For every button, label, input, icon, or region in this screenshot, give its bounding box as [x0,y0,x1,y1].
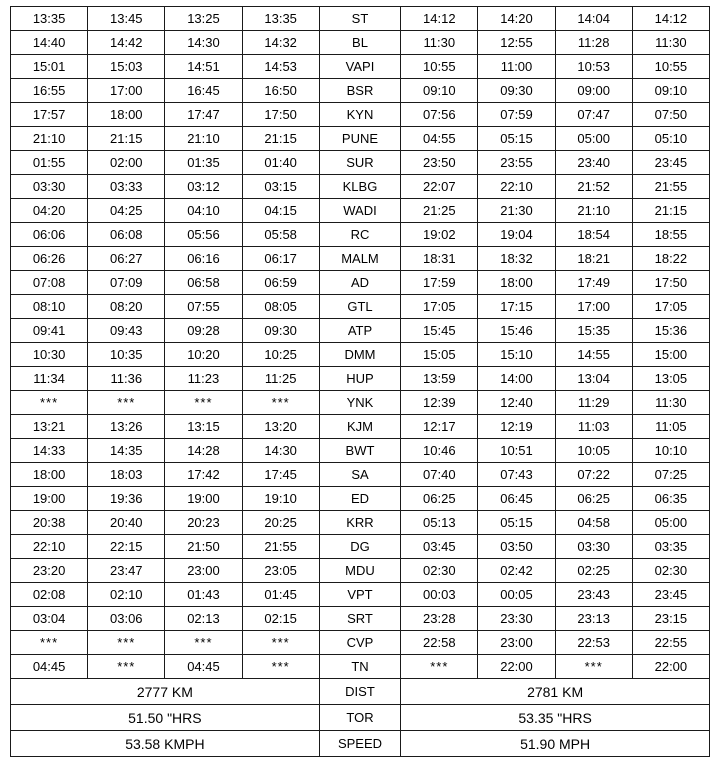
summary-label-speed: SPEED [319,731,400,757]
cell-right-time: 02:30 [401,559,478,583]
cell-left-time: 09:43 [88,319,165,343]
cell-left-time: 16:50 [242,79,319,103]
summary-right-distance: 2781 KM [401,679,710,705]
table-row [11,487,710,511]
cell-right-time: 21:55 [632,175,709,199]
cell-right-time: 12:55 [478,31,555,55]
cell-right-time: 22:58 [401,631,478,655]
cell-left-time: *** [88,391,165,415]
cell-station-code: DMM [319,343,400,367]
cell-right-time: 11:30 [632,31,709,55]
cell-right-time: 07:56 [401,103,478,127]
train-timetable [10,6,710,757]
cell-left-time: 11:25 [242,367,319,391]
cell-right-time: 11:28 [555,31,632,55]
cell-left-time: 21:55 [242,535,319,559]
summary-row-speed [11,731,710,757]
cell-right-time: 18:54 [555,223,632,247]
cell-left-time: 21:15 [88,127,165,151]
cell-right-time: 17:15 [478,295,555,319]
cell-right-time: 00:05 [478,583,555,607]
cell-right-time: 22:00 [632,655,709,679]
cell-right-time: 18:32 [478,247,555,271]
table-row [11,607,710,631]
cell-station-code: MDU [319,559,400,583]
cell-left-time: 06:16 [165,247,242,271]
cell-right-time: 06:25 [555,487,632,511]
cell-right-time: 02:42 [478,559,555,583]
cell-right-time: 23:13 [555,607,632,631]
cell-left-time: 23:00 [165,559,242,583]
cell-station-code: GTL [319,295,400,319]
summary-left-speed: 53.58 KMPH [11,731,320,757]
cell-left-time: 18:00 [11,463,88,487]
cell-left-time: 10:35 [88,343,165,367]
cell-left-time: 03:12 [165,175,242,199]
cell-left-time: 04:15 [242,199,319,223]
cell-right-time: 05:15 [478,511,555,535]
cell-left-time: 10:30 [11,343,88,367]
cell-right-time: 10:51 [478,439,555,463]
cell-right-time: 13:04 [555,367,632,391]
cell-right-time: 19:02 [401,223,478,247]
cell-right-time: 15:10 [478,343,555,367]
table-row [11,223,710,247]
cell-right-time: 13:59 [401,367,478,391]
cell-right-time: *** [555,655,632,679]
cell-left-time: 21:15 [242,127,319,151]
cell-right-time: 14:04 [555,7,632,31]
cell-station-code: KLBG [319,175,400,199]
cell-right-time: 11:03 [555,415,632,439]
table-row [11,103,710,127]
cell-station-code: VPT [319,583,400,607]
cell-right-time: 18:55 [632,223,709,247]
cell-left-time: 05:58 [242,223,319,247]
cell-left-time: 19:00 [11,487,88,511]
cell-right-time: 10:55 [401,55,478,79]
table-row [11,31,710,55]
cell-right-time: 17:05 [632,295,709,319]
cell-left-time: 19:10 [242,487,319,511]
cell-right-time: 23:15 [632,607,709,631]
cell-station-code: BL [319,31,400,55]
cell-left-time: 13:20 [242,415,319,439]
cell-left-time: 20:25 [242,511,319,535]
cell-left-time: *** [242,655,319,679]
cell-right-time: 15:00 [632,343,709,367]
cell-left-time: 17:42 [165,463,242,487]
summary-row-distance [11,679,710,705]
cell-right-time: 09:00 [555,79,632,103]
cell-right-time: 06:35 [632,487,709,511]
cell-left-time: 17:50 [242,103,319,127]
cell-right-time: 11:00 [478,55,555,79]
cell-right-time: 23:55 [478,151,555,175]
cell-left-time: 17:57 [11,103,88,127]
cell-left-time: 01:43 [165,583,242,607]
cell-left-time: 03:04 [11,607,88,631]
cell-left-time: 05:56 [165,223,242,247]
table-row [11,535,710,559]
cell-right-time: 22:53 [555,631,632,655]
cell-left-time: 08:10 [11,295,88,319]
cell-left-time: 13:45 [88,7,165,31]
cell-left-time: 06:06 [11,223,88,247]
cell-station-code: HUP [319,367,400,391]
cell-right-time: 22:55 [632,631,709,655]
cell-left-time: 11:36 [88,367,165,391]
cell-left-time: 02:10 [88,583,165,607]
cell-right-time: 12:39 [401,391,478,415]
cell-left-time: 15:01 [11,55,88,79]
cell-right-time: 21:30 [478,199,555,223]
table-row [11,247,710,271]
table-row [11,367,710,391]
cell-left-time: 01:40 [242,151,319,175]
timetable-body [11,7,710,757]
table-row [11,415,710,439]
cell-right-time: 10:10 [632,439,709,463]
cell-left-time: 14:42 [88,31,165,55]
cell-station-code: SA [319,463,400,487]
cell-right-time: 14:12 [401,7,478,31]
cell-station-code: MALM [319,247,400,271]
cell-right-time: 05:00 [632,511,709,535]
cell-right-time: 03:45 [401,535,478,559]
cell-right-time: 19:04 [478,223,555,247]
cell-right-time: 23:45 [632,583,709,607]
cell-left-time: 02:15 [242,607,319,631]
table-row [11,631,710,655]
cell-right-time: 22:07 [401,175,478,199]
cell-right-time: 07:25 [632,463,709,487]
table-row [11,511,710,535]
cell-left-time: 23:47 [88,559,165,583]
table-row [11,175,710,199]
cell-left-time: 09:28 [165,319,242,343]
cell-right-time: 23:50 [401,151,478,175]
cell-left-time: 01:45 [242,583,319,607]
cell-left-time: 03:06 [88,607,165,631]
cell-left-time: 13:21 [11,415,88,439]
cell-right-time: 00:03 [401,583,478,607]
table-row [11,295,710,319]
summary-right-tor: 53.35 "HRS [401,705,710,731]
table-row [11,655,710,679]
summary-right-speed: 51.90 MPH [401,731,710,757]
cell-station-code: ATP [319,319,400,343]
cell-left-time: 04:20 [11,199,88,223]
cell-right-time: 04:55 [401,127,478,151]
cell-right-time: 21:52 [555,175,632,199]
cell-left-time: 21:10 [11,127,88,151]
cell-left-time: *** [242,391,319,415]
cell-right-time: 18:22 [632,247,709,271]
table-row [11,55,710,79]
cell-station-code: PUNE [319,127,400,151]
cell-right-time: 02:25 [555,559,632,583]
cell-right-time: 09:10 [401,79,478,103]
cell-station-code: KYN [319,103,400,127]
cell-left-time: 09:41 [11,319,88,343]
cell-left-time: 04:45 [165,655,242,679]
table-row [11,7,710,31]
cell-right-time: 07:59 [478,103,555,127]
cell-left-time: 03:15 [242,175,319,199]
cell-right-time: 05:15 [478,127,555,151]
summary-left-tor: 51.50 "HRS [11,705,320,731]
cell-left-time: 09:30 [242,319,319,343]
cell-right-time: 06:25 [401,487,478,511]
cell-left-time: 13:35 [242,7,319,31]
table-row [11,199,710,223]
cell-right-time: 22:00 [478,655,555,679]
cell-right-time: 18:21 [555,247,632,271]
table-row [11,127,710,151]
cell-left-time: 02:00 [88,151,165,175]
cell-right-time: 23:40 [555,151,632,175]
table-row [11,343,710,367]
cell-left-time: 11:23 [165,367,242,391]
cell-right-time: 07:22 [555,463,632,487]
cell-left-time: 21:50 [165,535,242,559]
cell-left-time: 20:23 [165,511,242,535]
cell-left-time: 13:35 [11,7,88,31]
cell-left-time: 03:33 [88,175,165,199]
cell-left-time: 02:08 [11,583,88,607]
cell-left-time: 22:10 [11,535,88,559]
cell-station-code: TN [319,655,400,679]
cell-station-code: KRR [319,511,400,535]
cell-right-time: 17:00 [555,295,632,319]
cell-right-time: 23:43 [555,583,632,607]
cell-right-time: 02:30 [632,559,709,583]
cell-right-time: 11:30 [401,31,478,55]
cell-right-time: 04:58 [555,511,632,535]
cell-left-time: 14:40 [11,31,88,55]
cell-right-time: 23:28 [401,607,478,631]
cell-left-time: 18:03 [88,463,165,487]
cell-left-time: 23:05 [242,559,319,583]
table-row [11,559,710,583]
cell-right-time: 14:12 [632,7,709,31]
cell-right-time: 07:50 [632,103,709,127]
cell-station-code: VAPI [319,55,400,79]
cell-right-time: 11:05 [632,415,709,439]
cell-right-time: 05:13 [401,511,478,535]
cell-right-time: *** [401,655,478,679]
cell-left-time: 14:53 [242,55,319,79]
cell-left-time: 19:36 [88,487,165,511]
cell-left-time: 14:51 [165,55,242,79]
cell-left-time: 15:03 [88,55,165,79]
cell-station-code: ST [319,7,400,31]
cell-station-code: SRT [319,607,400,631]
cell-station-code: AD [319,271,400,295]
cell-left-time: 11:34 [11,367,88,391]
cell-left-time: 02:13 [165,607,242,631]
cell-left-time: *** [88,655,165,679]
cell-left-time: 18:00 [88,103,165,127]
cell-right-time: 15:46 [478,319,555,343]
cell-station-code: RC [319,223,400,247]
cell-right-time: 18:31 [401,247,478,271]
cell-left-time: 07:55 [165,295,242,319]
cell-right-time: 21:25 [401,199,478,223]
cell-right-time: 10:55 [632,55,709,79]
table-row [11,463,710,487]
cell-right-time: 13:05 [632,367,709,391]
summary-left-distance: 2777 KM [11,679,320,705]
cell-left-time: 06:08 [88,223,165,247]
cell-right-time: 07:47 [555,103,632,127]
cell-right-time: 15:05 [401,343,478,367]
cell-left-time: 14:32 [242,31,319,55]
cell-right-time: 03:30 [555,535,632,559]
cell-left-time: 04:10 [165,199,242,223]
cell-right-time: 10:53 [555,55,632,79]
cell-left-time: 14:35 [88,439,165,463]
cell-station-code: KJM [319,415,400,439]
cell-left-time: 08:05 [242,295,319,319]
cell-left-time: 14:30 [242,439,319,463]
cell-right-time: 05:00 [555,127,632,151]
table-row [11,439,710,463]
table-row [11,271,710,295]
cell-right-time: 22:10 [478,175,555,199]
cell-right-time: 12:19 [478,415,555,439]
cell-left-time: 13:26 [88,415,165,439]
cell-right-time: 14:20 [478,7,555,31]
cell-right-time: 18:00 [478,271,555,295]
cell-left-time: 06:26 [11,247,88,271]
cell-right-time: 07:43 [478,463,555,487]
cell-left-time: 20:38 [11,511,88,535]
table-row [11,583,710,607]
cell-right-time: 03:50 [478,535,555,559]
cell-left-time: 06:17 [242,247,319,271]
cell-right-time: 03:35 [632,535,709,559]
cell-left-time: 16:55 [11,79,88,103]
cell-right-time: 12:40 [478,391,555,415]
cell-left-time: 08:20 [88,295,165,319]
cell-right-time: 15:36 [632,319,709,343]
cell-left-time: 17:45 [242,463,319,487]
cell-left-time: 14:33 [11,439,88,463]
cell-left-time: 21:10 [165,127,242,151]
table-row [11,151,710,175]
cell-left-time: 07:08 [11,271,88,295]
cell-left-time: 17:00 [88,79,165,103]
cell-left-time: 06:27 [88,247,165,271]
cell-station-code: SUR [319,151,400,175]
cell-left-time: *** [242,631,319,655]
cell-left-time: 07:09 [88,271,165,295]
summary-label-tor: TOR [319,705,400,731]
cell-left-time: 06:58 [165,271,242,295]
cell-left-time: 16:45 [165,79,242,103]
cell-left-time: *** [11,391,88,415]
cell-left-time: 23:20 [11,559,88,583]
cell-right-time: 10:05 [555,439,632,463]
table-row [11,391,710,415]
cell-right-time: 17:49 [555,271,632,295]
cell-left-time: *** [165,391,242,415]
cell-left-time: 13:15 [165,415,242,439]
cell-station-code: BSR [319,79,400,103]
cell-right-time: 21:15 [632,199,709,223]
cell-station-code: CVP [319,631,400,655]
cell-left-time: 04:45 [11,655,88,679]
cell-right-time: 23:00 [478,631,555,655]
cell-station-code: BWT [319,439,400,463]
cell-right-time: 15:35 [555,319,632,343]
cell-right-time: 10:46 [401,439,478,463]
cell-left-time: 01:35 [165,151,242,175]
cell-left-time: 01:55 [11,151,88,175]
cell-left-time: 10:25 [242,343,319,367]
cell-left-time: *** [165,631,242,655]
cell-right-time: 17:50 [632,271,709,295]
cell-left-time: 22:15 [88,535,165,559]
cell-right-time: 12:17 [401,415,478,439]
cell-left-time: 13:25 [165,7,242,31]
cell-left-time: 19:00 [165,487,242,511]
cell-right-time: 14:55 [555,343,632,367]
cell-right-time: 11:30 [632,391,709,415]
cell-right-time: 14:00 [478,367,555,391]
cell-station-code: DG [319,535,400,559]
cell-right-time: 06:45 [478,487,555,511]
cell-right-time: 09:10 [632,79,709,103]
summary-label-distance: DIST [319,679,400,705]
cell-left-time: 20:40 [88,511,165,535]
table-row [11,319,710,343]
cell-right-time: 09:30 [478,79,555,103]
cell-right-time: 23:45 [632,151,709,175]
cell-left-time: 10:20 [165,343,242,367]
cell-right-time: 07:40 [401,463,478,487]
table-row [11,79,710,103]
cell-right-time: 23:30 [478,607,555,631]
cell-station-code: ED [319,487,400,511]
summary-row-tor [11,705,710,731]
cell-left-time: 17:47 [165,103,242,127]
cell-right-time: 05:10 [632,127,709,151]
cell-left-time: *** [88,631,165,655]
cell-left-time: 14:30 [165,31,242,55]
cell-right-time: 11:29 [555,391,632,415]
cell-left-time: *** [11,631,88,655]
cell-right-time: 17:05 [401,295,478,319]
cell-left-time: 06:59 [242,271,319,295]
cell-left-time: 03:30 [11,175,88,199]
cell-left-time: 04:25 [88,199,165,223]
cell-station-code: YNK [319,391,400,415]
cell-right-time: 15:45 [401,319,478,343]
cell-station-code: WADI [319,199,400,223]
cell-right-time: 21:10 [555,199,632,223]
cell-left-time: 14:28 [165,439,242,463]
cell-right-time: 17:59 [401,271,478,295]
